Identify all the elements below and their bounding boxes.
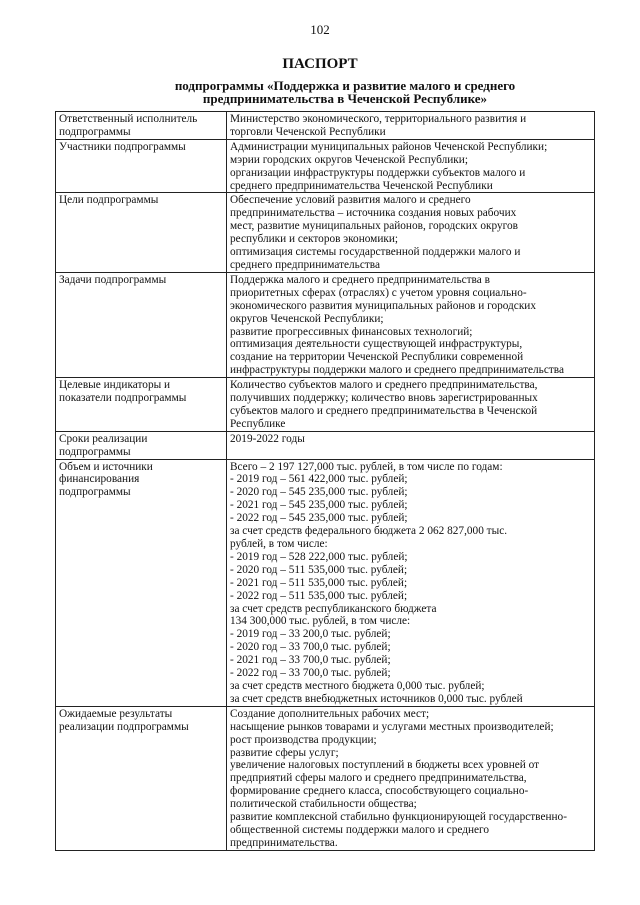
row-label-line: Участники подпрограммы <box>59 140 186 153</box>
row-value-line: экономического развития муниципальных районов и городских <box>230 299 537 312</box>
row-value-line: среднего предпринимательства Чеченской Республики <box>230 179 493 192</box>
row-value-line: рост производства продукции; <box>230 733 377 746</box>
row-value-line: 2019-2022 годы <box>230 432 305 445</box>
row-value-line: Количество субъектов малого и среднего предпринимательства, <box>230 379 538 392</box>
passport-table <box>55 111 595 851</box>
row-label-line: Цели подпрограммы <box>59 194 159 207</box>
row-value-line: рублей, в том числе: <box>230 538 328 550</box>
row-value-line: - 2020 год – 545 235,000 тыс. рублей; <box>230 486 408 499</box>
row-value-line: - 2019 год – 561 422,000 тыс. рублей; <box>230 473 408 486</box>
row-label-cell <box>56 112 227 140</box>
document-title: ПАСПОРТ <box>282 56 358 72</box>
row-label-line: реализации подпрограммы <box>59 720 189 733</box>
row-value-line: развитие комплексной стабильно функционирующей государственно- <box>230 811 567 824</box>
row-label-line: Целевые индикаторы и <box>59 379 171 392</box>
row-value-line: увеличение налоговых поступлений в бюджеты всех уровней от <box>230 759 540 772</box>
row-value-line: оптимизация системы государственной поддержки малого и <box>230 246 521 259</box>
row-value-line: округов Чеченской Республики; <box>230 312 384 325</box>
row-value-line: - 2021 год – 33 700,0 тыс. рублей; <box>230 654 391 667</box>
row-value-line: - 2022 год – 33 700,0 тыс. рублей; <box>230 667 391 680</box>
row-value-line: насыщение рынков товарами и услугами местных производителей; <box>230 720 554 733</box>
row-value-line: инфраструктуры поддержки малого и среднего предпринимательства <box>230 364 564 377</box>
row-label-cell <box>56 431 227 459</box>
row-value-line: политической стабильности общества; <box>230 798 417 811</box>
row-value-line: - 2022 год – 511 535,000 тыс. рублей; <box>230 589 408 602</box>
row-value-cell <box>227 378 595 432</box>
row-value-line: Создание дополнительных рабочих мест; <box>230 707 430 720</box>
row-value-line: - 2021 год – 545 235,000 тыс. рублей; <box>230 499 408 512</box>
row-value-line: за счет средств республиканского бюджета <box>230 602 437 615</box>
passport-row <box>56 459 595 706</box>
row-value-line: Обеспечение условий развития малого и среднего <box>230 194 471 207</box>
row-value-line: Всего – 2 197 127,000 тыс. рублей, в том числе по годам: <box>230 460 503 473</box>
row-value-line: 134 300,000 тыс. рублей, в том числе: <box>230 615 411 628</box>
row-value-line: - 2019 год – 528 222,000 тыс. рублей; <box>230 550 408 563</box>
row-value-cell <box>227 272 595 377</box>
row-label-line: подпрограммы <box>59 486 131 499</box>
row-value-line: среднего предпринимательства <box>230 258 380 271</box>
row-value-cell <box>227 431 595 459</box>
row-value-line: - 2019 год – 33 200,0 тыс. рублей; <box>230 628 391 641</box>
row-value-line: Республике <box>230 417 286 430</box>
row-label-cell <box>56 272 227 377</box>
passport-row <box>56 706 595 850</box>
row-value-line: мэрии городских округов Чеченской Республики; <box>230 153 468 166</box>
row-value-line: оптимизация деятельности существующей инфраструктуры, <box>230 338 523 351</box>
row-value-line: республики и секторов экономики; <box>230 233 399 246</box>
row-value-line: за счет средств федерального бюджета 2 062 827,000 тыс. <box>230 525 508 538</box>
row-value-line: приоритетных сферах (отраслях) с учетом уровня социально- <box>230 286 527 299</box>
row-value-line: общественной системы поддержки малого и среднего <box>230 823 490 836</box>
passport-row <box>56 378 595 432</box>
page-number: 102 <box>310 22 330 37</box>
row-value-line: Администрации муниципальных районов Чеченской Республики; <box>230 140 548 153</box>
row-label-cell <box>56 193 227 272</box>
subtitle-line: подпрограммы «Поддержка и развитие малого и среднего <box>174 78 516 93</box>
row-label-line: финансирования <box>59 473 140 486</box>
row-label-line: Ответственный исполнитель <box>59 113 198 125</box>
row-value-line: развитие сферы услуг; <box>230 746 339 759</box>
row-value-line: формирование среднего класса, способствующего социально- <box>230 785 529 798</box>
passport-row <box>56 112 595 140</box>
row-value-line: за счет средств внебюджетных источников 0,000 тыс. рублей <box>230 692 523 705</box>
row-label-line: Ожидаемые результаты <box>59 707 173 720</box>
subtitle-line: предпринимательства в Чеченской Республике» <box>202 91 488 106</box>
passport-row <box>56 193 595 272</box>
row-value-cell <box>227 706 595 850</box>
row-label-cell <box>56 706 227 850</box>
row-value-line: - 2020 год – 511 535,000 тыс. рублей; <box>230 563 408 576</box>
row-label-cell <box>56 459 227 706</box>
row-label-line: Задачи подпрограммы <box>59 273 167 286</box>
passport-row <box>56 272 595 377</box>
row-value-line: предпринимательства – источника создания новых рабочих <box>230 207 517 220</box>
row-value-line: - 2020 год – 33 700,0 тыс. рублей; <box>230 641 391 654</box>
row-label-line: Объем и источники <box>59 460 153 473</box>
row-value-line: предприятий сферы малого и среднего предпринимательства, <box>230 772 527 785</box>
passport-row <box>56 139 595 193</box>
row-value-line: - 2021 год – 511 535,000 тыс. рублей; <box>230 576 408 589</box>
row-value-line: Поддержка малого и среднего предпринимательства в <box>230 273 490 286</box>
row-value-line: мест, развитие муниципальных районов, городских округов <box>230 220 518 233</box>
row-label-line: показатели подпрограммы <box>59 392 187 405</box>
row-value-line: создание на территории Чеченской Республики современной <box>230 351 524 364</box>
row-label-line: Сроки реализации <box>59 432 148 445</box>
row-label-cell <box>56 139 227 193</box>
row-value-line: получивших поддержку; количество вновь зарегистрированных <box>230 392 538 405</box>
row-value-line: развитие прогрессивных финансовых технологий; <box>230 325 473 338</box>
row-value-cell <box>227 459 595 706</box>
row-value-cell <box>227 112 595 140</box>
row-value-cell <box>227 193 595 272</box>
row-value-line: торговли Чеченской Республики <box>230 125 386 138</box>
row-value-line: за счет средств местного бюджета 0,000 тыс. рублей; <box>230 679 485 692</box>
row-value-line: - 2022 год – 545 235,000 тыс. рублей; <box>230 512 408 525</box>
row-value-cell <box>227 139 595 193</box>
passport-row <box>56 431 595 459</box>
row-value-line: организации инфраструктуры поддержки субъектов малого и <box>230 166 526 179</box>
row-value-line: субъектов малого и среднего предпринимательства в Чеченской <box>230 404 538 417</box>
row-label-cell <box>56 378 227 432</box>
row-value-line: Министерство экономического, территориального развития и <box>230 113 527 125</box>
row-label-line: подпрограммы <box>59 125 131 138</box>
document-subtitle <box>120 79 570 105</box>
row-label-line: подпрограммы <box>59 445 131 458</box>
row-value-line: предпринимательства. <box>230 836 338 849</box>
